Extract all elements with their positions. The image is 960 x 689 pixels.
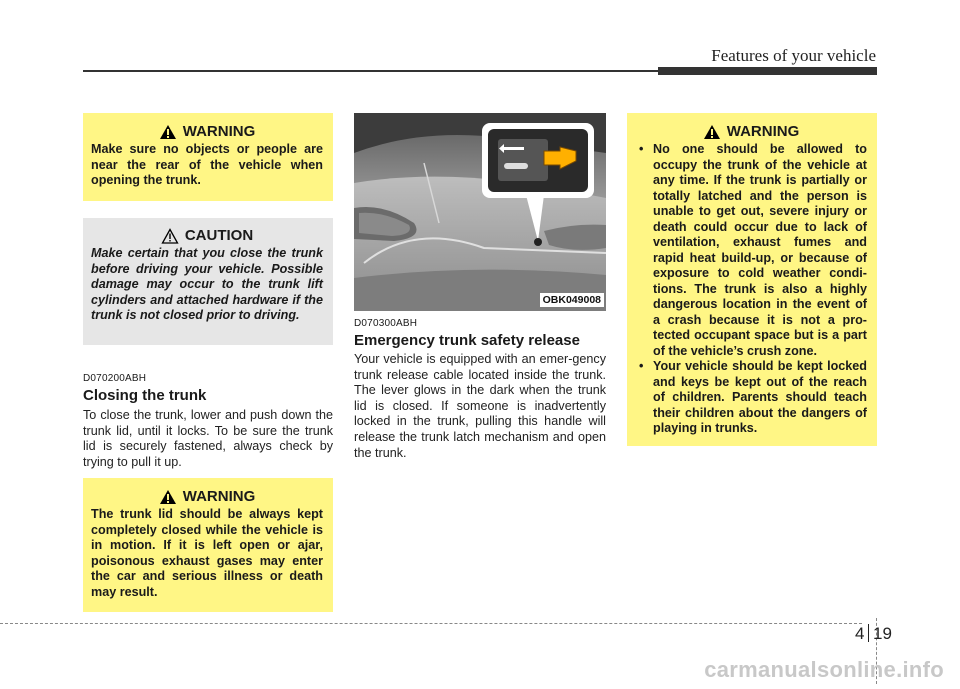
- warning-triangle-icon: [703, 124, 721, 140]
- page-number: 19: [873, 624, 892, 643]
- figure-label: OBK049008: [540, 293, 604, 307]
- section-code: D070200ABH: [83, 373, 147, 384]
- section-heading-closing-trunk: Closing the trunk: [83, 387, 207, 404]
- warning-heading: [635, 123, 867, 140]
- warning-text: Make sure no objects or people are near the rear of the vehicle when opening the trunk.: [91, 142, 323, 187]
- bullet-text: Your vehicle should be kept locked and keys be kept out of the reach of children. Parents should teach their children about the dangers of playing in trunks.: [653, 359, 867, 435]
- caution-box: [83, 218, 333, 345]
- bullet-icon: •: [639, 359, 644, 373]
- section-body-closing-trunk: To close the trunk, lower and push down the trunk lid, until it locks. To be sure the trunk lid is securely fastened, always check by trying to pull it up.: [83, 408, 333, 469]
- page-header-title: Features of your vehicle: [711, 46, 876, 65]
- footer-dashed-rule: [0, 623, 862, 624]
- warning-triangle-icon: [159, 489, 177, 505]
- caution-triangle-icon: [161, 228, 179, 244]
- warning-bullet-list: [635, 142, 867, 437]
- warning-triangle-icon: [159, 124, 177, 140]
- trunk-release-photo: [354, 113, 606, 311]
- section-code: D070300ABH: [354, 318, 418, 329]
- caution-text: Make certain that you close the trunk before driving your vehicle. Possible damage may occur to the trunk lift cylinders and attached hardware if the trunk is not closed prior to driving.: [91, 246, 323, 322]
- header-rule: [83, 70, 660, 72]
- header-rule-bar: [658, 67, 877, 75]
- warning-text: The trunk lid should be always kept completely closed while the vehicle is in motion. If it is left open or ajar, poisonous exhaust gases may enter the car and serious illness or death may result.: [91, 507, 323, 599]
- warning-bullet-item: [635, 359, 867, 437]
- warning-title: WARNING: [182, 488, 256, 505]
- warning-box-trunk-closed: [83, 478, 333, 612]
- bullet-text: No one should be allowed to occupy the trunk of the vehicle at any time. If the trunk is partially or totally latched and the person is unable to get out, severe injury or death could occur due to lack of ventilation, exhaust fumes and rapid heat build-up, or because of exposure to cold weather condi-tions. The trunk is also a highly dangerous location in the event of a crash because it is not a pro-tected occupant space but is a part of the vehicle’s crush zone.: [653, 142, 867, 358]
- bullet-icon: •: [639, 142, 644, 156]
- caution-title: CAUTION: [184, 227, 254, 244]
- warning-heading: [91, 488, 323, 505]
- watermark-text: carmanualsonline.info: [704, 657, 944, 682]
- warning-box-trunk-occupancy: [627, 113, 877, 446]
- warning-bullet-item: [635, 142, 867, 359]
- section-heading-emergency-release: Emergency trunk safety release: [354, 332, 580, 349]
- warning-title: WARNING: [726, 123, 800, 140]
- caution-heading: [91, 227, 323, 244]
- chapter-number: 4: [855, 624, 865, 643]
- warning-title: WARNING: [182, 123, 256, 140]
- warning-heading: [91, 123, 323, 140]
- section-body-emergency-release: Your vehicle is equipped with an emer-gency trunk release cable located inside the trunk. The lever glows in the dark when the trunk lid is closed. If someone is inadvertently locked in the trunk, pulling this handle will release the trunk latch mechanism and open the trunk.: [354, 352, 606, 460]
- car-rear-illustration: [354, 113, 606, 311]
- page-number-separator: [868, 624, 869, 642]
- warning-box-trunk-clearance: [83, 113, 333, 201]
